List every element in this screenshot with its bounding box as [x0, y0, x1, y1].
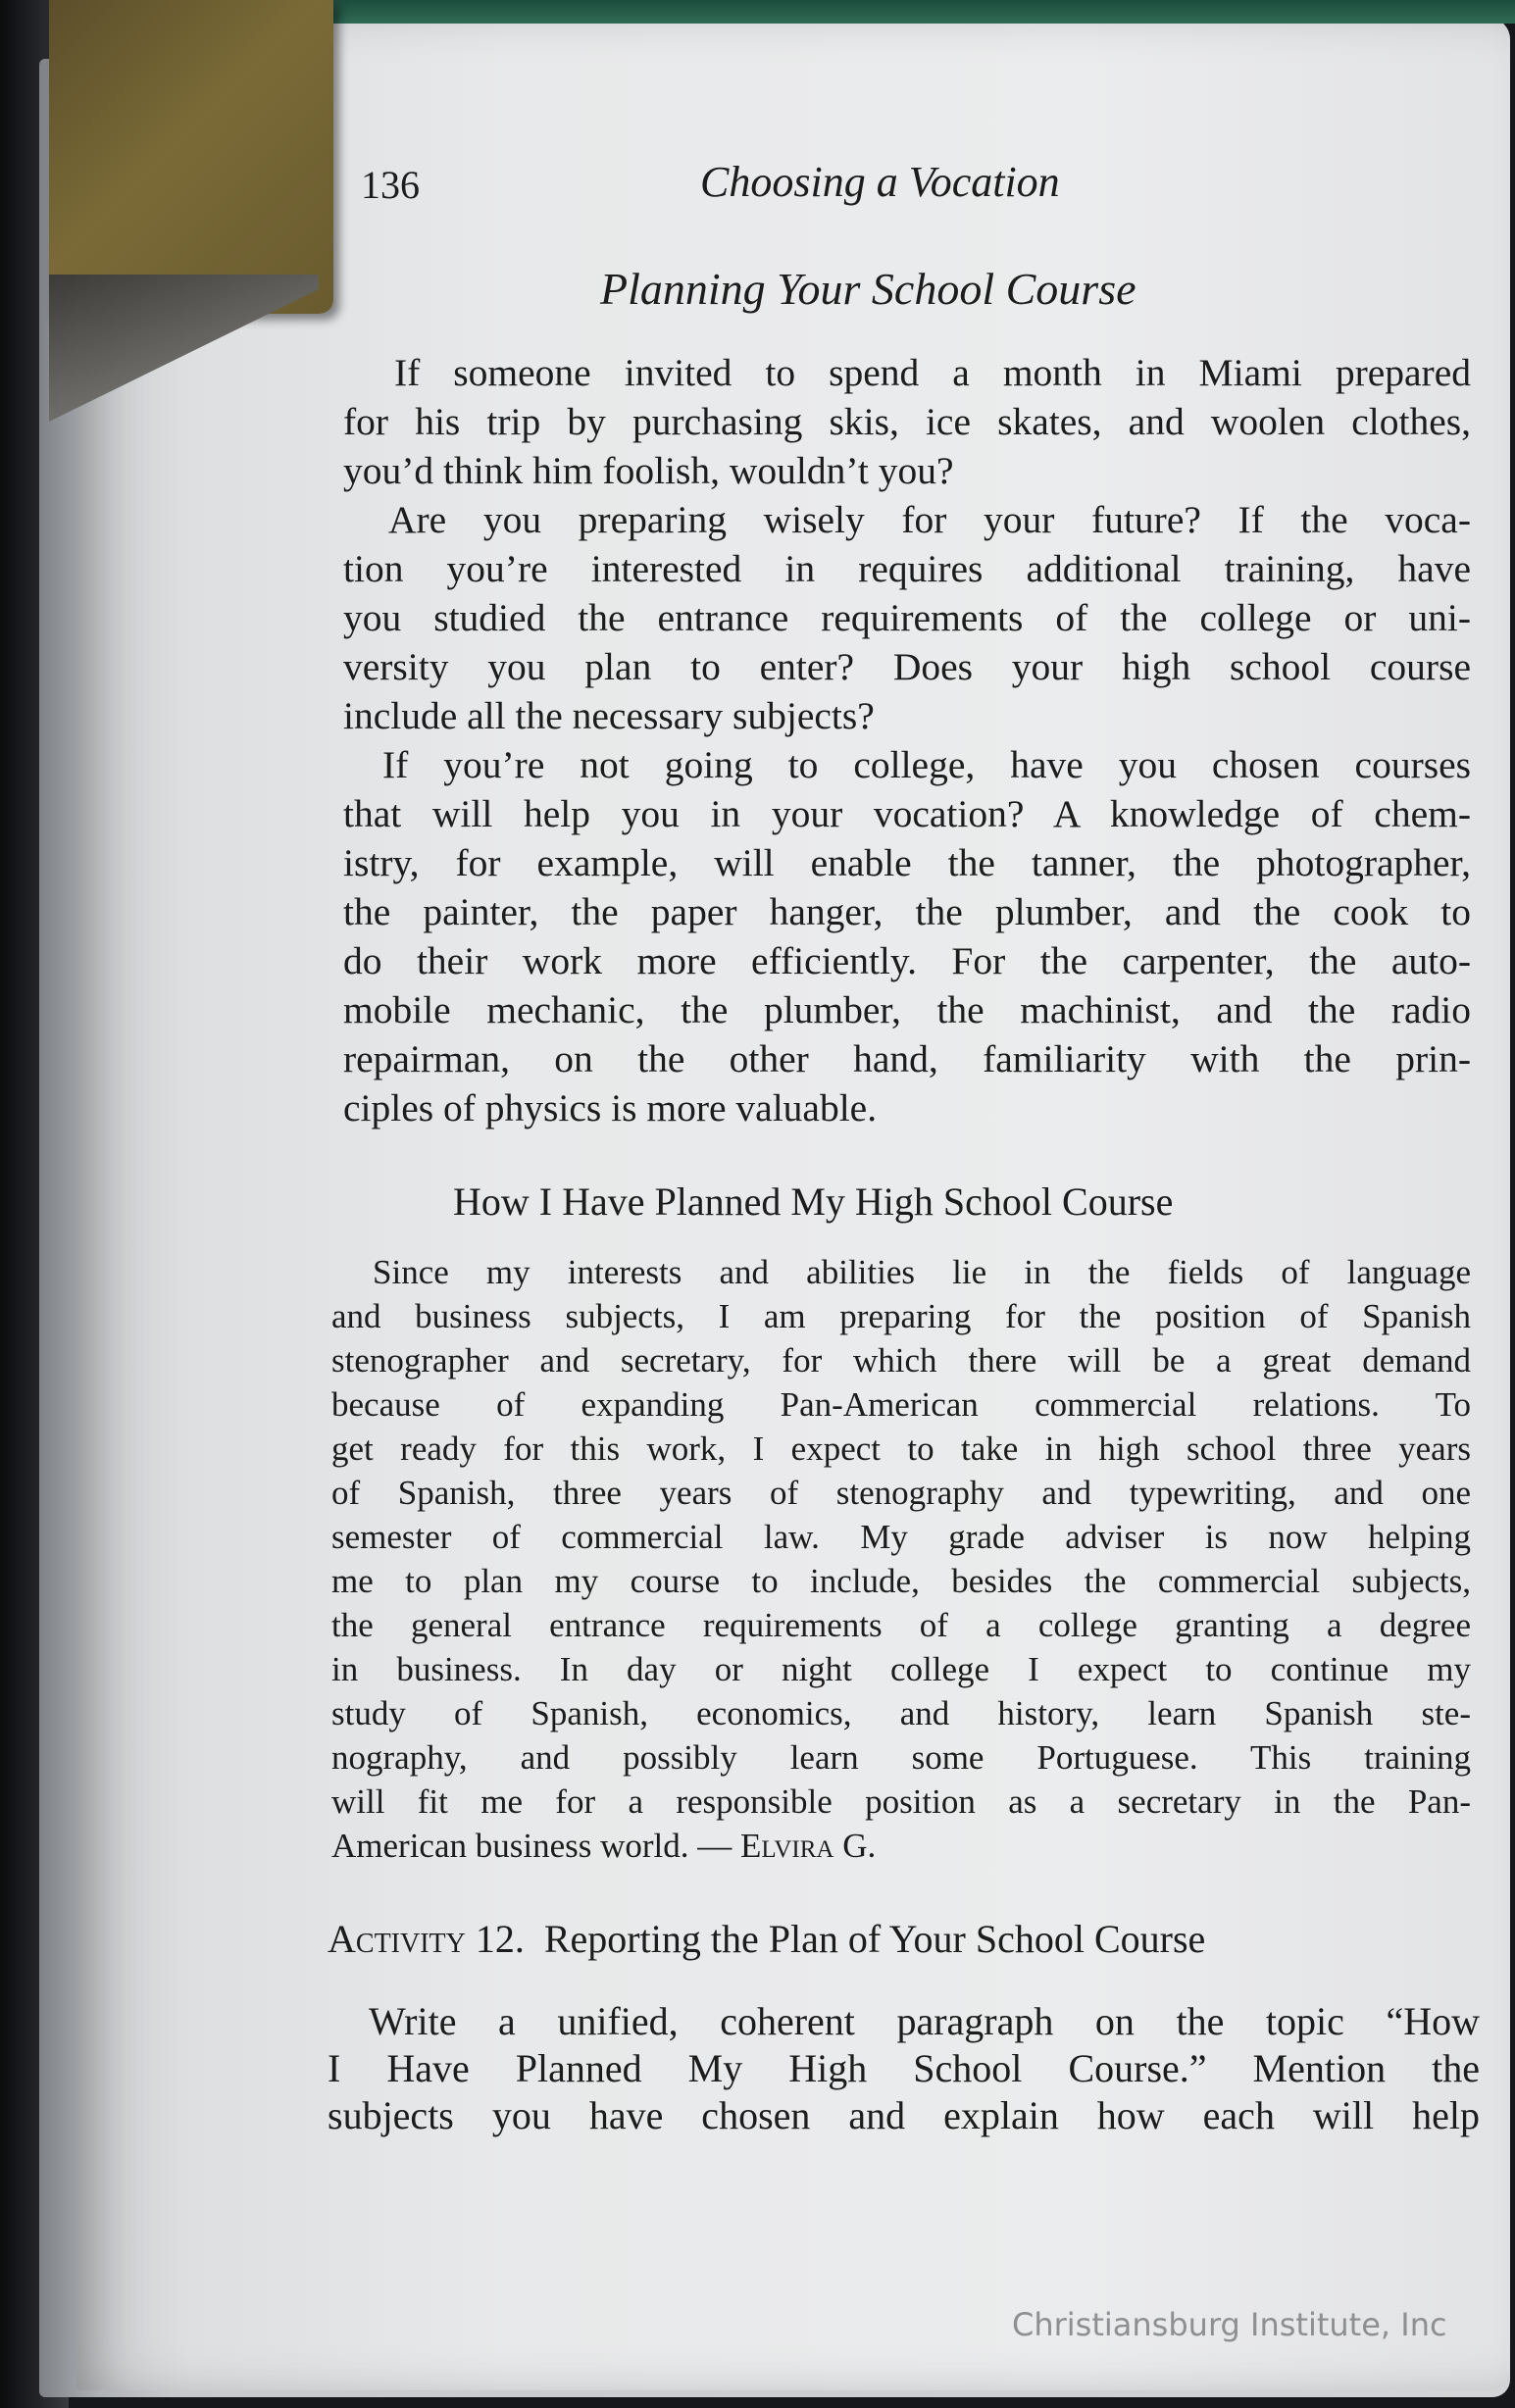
paragraph-line: do their work more efficiently. For the carpenter, the auto-: [343, 939, 1471, 982]
sample-line: get ready for this work, I expect to take in high school three years: [331, 1430, 1471, 1468]
sample-line: nography, and possibly learn some Portuguese. This training: [331, 1738, 1471, 1777]
sample-line: in business. In day or night college I expect to continue my: [331, 1650, 1471, 1688]
sample-line: will fit me for a responsible position as a secretary in the Pan-: [331, 1782, 1471, 1821]
sample-line: semester of commercial law. My grade adviser is now helping: [331, 1518, 1471, 1556]
sample-line: because of expanding Pan-American commercial relations. To: [331, 1385, 1471, 1424]
paragraph-line: that will help you in your vocation? A knowledge of chem-: [343, 792, 1471, 835]
sample-heading: How I Have Planned My High School Course: [453, 1179, 1174, 1224]
paragraph-line: If someone invited to spend a month in Miami prepared: [394, 351, 1471, 394]
paragraph-line: Are you preparing wisely for your future? If the voca-: [388, 498, 1471, 541]
bookmark-tab: [49, 0, 333, 314]
paragraph-line: the painter, the paper hanger, the plumber, and the cook to: [343, 890, 1471, 933]
paragraph-line: ciples of physics is more valuable.: [343, 1086, 878, 1129]
paragraph-line: tion you’re interested in requires additional training, have: [343, 547, 1471, 590]
sample-line: me to plan my course to include, besides the commercial subjects,: [331, 1562, 1471, 1600]
book-cover-edge: [314, 0, 1515, 24]
paragraph-line: versity you plan to enter? Does your high school course: [343, 645, 1471, 688]
paragraph-line: you’d think him foolish, wouldn’t you?: [343, 449, 954, 492]
sample-line: Since my interests and abilities lie in the fields of language: [373, 1253, 1471, 1291]
paragraph-line: If you’re not going to college, have you chosen courses: [382, 743, 1471, 786]
sample-line-last: [331, 1827, 876, 1866]
sample-line: study of Spanish, economics, and history, learn Spanish ste-: [331, 1694, 1471, 1732]
activity-line: I Have Planned My High School Course.” Mention the: [328, 2046, 1480, 2090]
sample-line: stenographer and secretary, for which there will be a great demand: [331, 1341, 1471, 1380]
section-title: Planning Your School Course: [600, 264, 1136, 314]
sample-author: Elvira G.: [740, 1827, 877, 1865]
activity-title: Reporting the Plan of Your School Course: [543, 1917, 1206, 1961]
paragraph-line: you studied the entrance requirements of the college or uni-: [343, 596, 1471, 639]
sample-line: American business world. —: [331, 1827, 741, 1865]
paragraph-line: include all the necessary subjects?: [343, 694, 875, 737]
sample-line: the general entrance requirements of a college granting a degree: [331, 1606, 1471, 1644]
activity-label: Activity 12.: [328, 1917, 525, 1961]
paragraph-line: for his trip by purchasing skis, ice skates, and woolen clothes,: [343, 400, 1471, 443]
watermark: Christiansburg Institute, Inc: [1012, 2306, 1447, 2343]
activity-line: subjects you have chosen and explain how each will help: [328, 2093, 1480, 2137]
sample-line: of Spanish, three years of stenography and typewriting, and one: [331, 1474, 1471, 1512]
page-number: 136: [361, 163, 420, 207]
paragraph-line: istry, for example, will enable the tanner, the photographer,: [343, 841, 1471, 884]
activity-heading: [328, 1916, 1205, 1962]
paragraph-line: mobile mechanic, the plumber, the machinist, and the radio: [343, 988, 1471, 1031]
sample-line: and business subjects, I am preparing for the position of Spanish: [331, 1297, 1471, 1335]
activity-line: Write a unified, coherent paragraph on the topic “How: [369, 1999, 1480, 2043]
paragraph-line: repairman, on the other hand, familiarity with the prin-: [343, 1037, 1471, 1080]
running-head: Choosing a Vocation: [700, 158, 1060, 206]
